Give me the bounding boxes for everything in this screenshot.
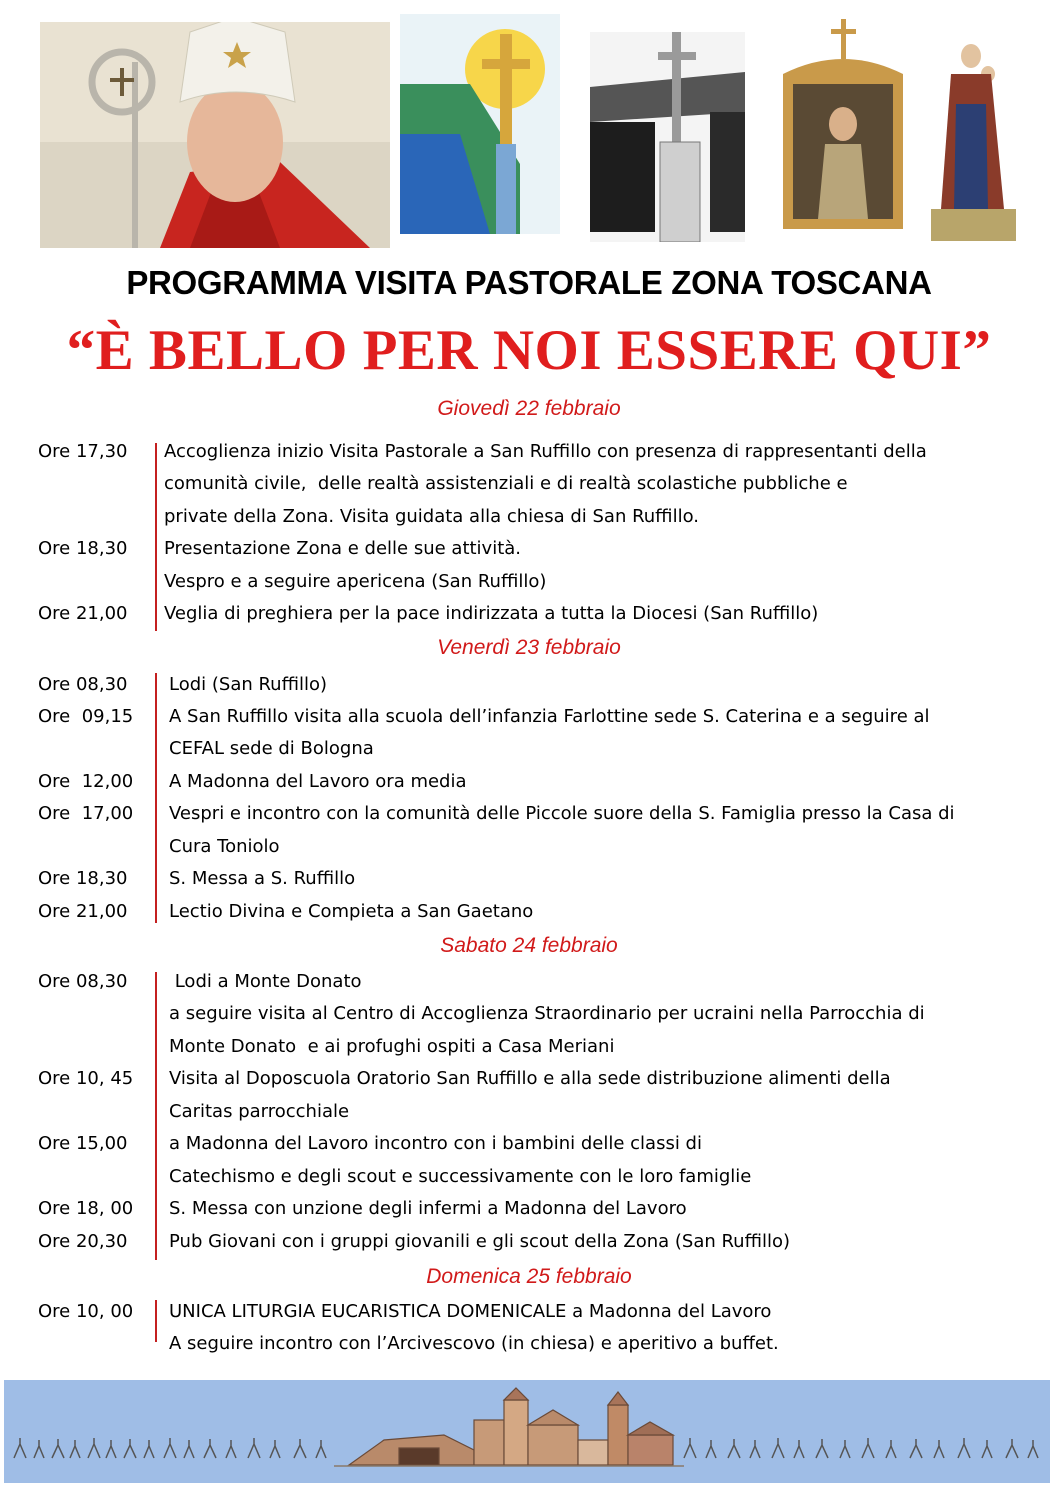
churches-illustration	[4, 1380, 1050, 1483]
program-title: PROGRAMMA VISITA PASTORALE ZONA TOSCANA	[126, 264, 932, 301]
event-text: S. Messa a S. Ruffillo	[169, 868, 356, 889]
event-text: Visita al Doposcuola Oratorio San Ruffillo e alla sede distribuzione alimenti della	[169, 1068, 891, 1089]
schedule-row	[0, 1068, 1058, 1100]
event-text: A San Ruffillo visita alla scuola dell’infanzia Farlottine sede S. Caterina e a seguire al	[169, 706, 930, 727]
footer-banner	[4, 1380, 1050, 1483]
schedule-row	[0, 441, 1058, 473]
schedule-row	[0, 538, 1058, 570]
schedule-row	[0, 868, 1058, 900]
event-text: Lodi a Monte Donato	[169, 971, 362, 992]
schedule-row	[0, 1101, 1058, 1133]
event-time: Ore 21,00	[38, 901, 128, 922]
event-text: private della Zona. Visita guidata alla chiesa di San Ruffillo.	[164, 506, 700, 527]
event-text: Catechismo e degli scout e successivamente con le loro famiglie	[169, 1166, 752, 1187]
event-text: Lectio Divina e Compieta a San Gaetano	[169, 901, 534, 922]
event-text: Vespri e incontro con la comunità delle Piccole suore della S. Famiglia presso la Casa di	[169, 803, 955, 824]
event-text: a Madonna del Lavoro incontro con i bambini delle classi di	[169, 1133, 702, 1154]
event-text: Presentazione Zona e delle sue attività.	[164, 538, 522, 559]
event-text: CEFAL sede di Bologna	[169, 738, 374, 759]
event-text: Lodi (San Ruffillo)	[169, 674, 328, 695]
motto-heading: “È BELLO PER NOI ESSERE QUI”	[66, 319, 992, 382]
event-time: Ore 18,30	[38, 868, 128, 889]
event-text: Cura Toniolo	[169, 836, 280, 857]
schedule-row	[0, 901, 1058, 933]
schedule-row	[0, 738, 1058, 770]
event-time: Ore 15,00	[38, 1133, 128, 1154]
event-text: UNICA LITURGIA EUCARISTICA DOMENICALE a Madonna del Lavoro	[169, 1301, 772, 1322]
schedule-row	[0, 506, 1058, 538]
schedule-row	[0, 1166, 1058, 1198]
event-time: Ore 10, 45	[38, 1068, 134, 1089]
event-text: Accoglienza inizio Visita Pastorale a San Ruffillo con presenza di rappresentanti della	[164, 441, 927, 462]
schedule-row	[0, 1231, 1058, 1263]
schedule-row	[0, 1036, 1058, 1068]
madonna-statue	[926, 34, 1021, 246]
event-time: Ore 18,30	[38, 538, 128, 559]
event-text: S. Messa con unzione degli infermi a Madonna del Lavoro	[169, 1198, 687, 1219]
schedule-row	[0, 836, 1058, 868]
photo-strip	[38, 14, 1023, 248]
schedule-row	[0, 603, 1058, 635]
saint-painting-frame	[773, 14, 913, 246]
schedule-row	[0, 971, 1058, 1003]
church-facade-cross	[590, 32, 745, 242]
church-cross-painting	[400, 14, 560, 234]
schedule-row	[0, 1333, 1058, 1365]
event-text: Caritas parrocchiale	[169, 1101, 350, 1122]
event-time: Ore 08,30	[38, 971, 128, 992]
schedule-row	[0, 674, 1058, 706]
event-text: Pub Giovani con i gruppi giovanili e gli scout della Zona (San Ruffillo)	[169, 1231, 791, 1252]
event-time: Ore 18, 00	[38, 1198, 134, 1219]
schedule-row	[0, 803, 1058, 835]
day-heading-friday: Venerdì 23 febbraio	[437, 636, 621, 659]
event-text: Vespro e a seguire apericena (San Ruffillo)	[164, 571, 547, 592]
event-time: Ore 12,00	[38, 771, 134, 792]
event-time: Ore 08,30	[38, 674, 128, 695]
day-heading-sunday: Domenica 25 febbraio	[426, 1265, 632, 1288]
event-time: Ore 17,00	[38, 803, 134, 824]
schedule-row	[0, 1133, 1058, 1165]
event-text: A Madonna del Lavoro ora media	[169, 771, 467, 792]
schedule-row	[0, 1198, 1058, 1230]
event-text: A seguire incontro con l’Arcivescovo (in chiesa) e aperitivo a buffet.	[169, 1333, 779, 1354]
day-heading-saturday: Sabato 24 febbraio	[440, 934, 618, 957]
schedule-row	[0, 706, 1058, 738]
event-text: a seguire visita al Centro di Accoglienza Straordinario per ucraini nella Parrocchia di	[169, 1003, 925, 1024]
event-text: Monte Donato e ai profughi ospiti a Casa Meriani	[169, 1036, 615, 1057]
event-time: Ore 09,15	[38, 706, 134, 727]
event-text: comunità civile, delle realtà assistenziali e di realtà scolastiche pubbliche e	[164, 473, 848, 494]
event-time: Ore 20,30	[38, 1231, 128, 1252]
event-time: Ore 21,00	[38, 603, 128, 624]
event-text: Veglia di preghiera per la pace indirizzata a tutta la Diocesi (San Ruffillo)	[164, 603, 819, 624]
schedule-row	[0, 771, 1058, 803]
schedule-row	[0, 473, 1058, 505]
event-time: Ore 17,30	[38, 441, 128, 462]
day-heading-thursday: Giovedì 22 febbraio	[437, 397, 621, 420]
schedule-row	[0, 1301, 1058, 1333]
schedule-row	[0, 1003, 1058, 1035]
event-time: Ore 10, 00	[38, 1301, 134, 1322]
schedule-row	[0, 571, 1058, 603]
archbishop-photo	[40, 22, 390, 248]
